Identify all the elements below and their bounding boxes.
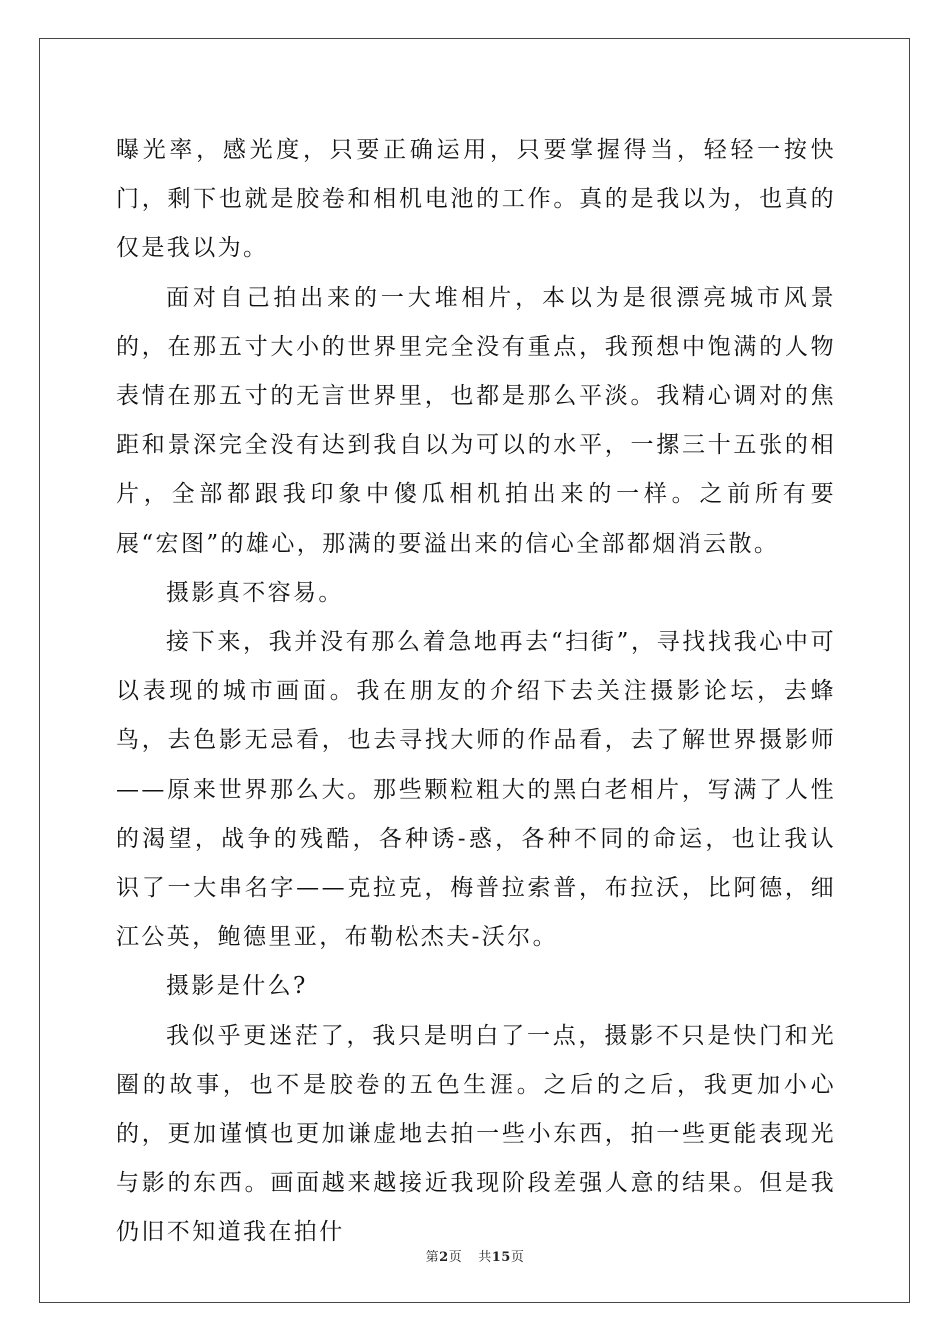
paragraph: 接下来，我并没有那么着急地再去“扫街”，寻找找我心中可以表现的城市画面。我在朋友的介绍下去关注摄影论坛，去蜂鸟，去色影无忌看，也去寻找大师的作品看，去了解世界摄影师——原来世界那么大。那些颗粒粗大的黑白老相片，写满了人性的渴望，战争的残酷，各种诱-惑，各种不同的命运，也让我认识了一大串名字——克拉克，梅普拉索普，布拉沃，比阿德，细江公英，鲍德里亚，布勒松杰夫-沃尔。: [116, 629, 836, 951]
paragraph: 面对自己拍出来的一大堆相片，本以为是很漂亮城市风景的，在那五寸大小的世界里完全没有重点，我预想中饱满的人物表情在那五寸的无言世界里，也都是那么平淡。我精心调对的焦距和景深完全没有达到我自以为可以的水平，一摞三十五张的相片，全部都跟我印象中傻瓜相机拍出来的一样。之前所有要展“宏图”的雄心，那满的要溢出来的信心全部都烟消云散。: [116, 284, 836, 557]
page-footer: [0, 1246, 950, 1265]
paragraph: 摄影真不容易。: [166, 579, 344, 606]
page-suffix: 页: [448, 1250, 463, 1265]
total-suffix: 页: [510, 1250, 525, 1265]
total-prefix: 共: [478, 1250, 492, 1265]
page-number: 2: [439, 1250, 449, 1265]
page-prefix: 第: [425, 1250, 440, 1265]
paragraph: 摄影是什么?: [166, 973, 308, 1000]
document-body: [116, 126, 836, 1258]
page-total: 15: [491, 1250, 511, 1265]
paragraph: 我似乎更迷茫了，我只是明白了一点，摄影不只是快门和光圈的故事，也不是胶卷的五色生涯。之后的之后，我更加小心的，更加谨慎也更加谦虚地去拍一些小东西，拍一些更能表现光与影的东西。画面越来越接近我现阶段差强人意的结果。但是我仍旧不知道我在拍什: [116, 1022, 836, 1246]
paragraph: 曝光率，感光度，只要正确运用，只要掌握得当，轻轻一按快门，剩下也就是胶卷和相机电池的工作。真的是我以为，也真的仅是我以为。: [116, 137, 836, 262]
